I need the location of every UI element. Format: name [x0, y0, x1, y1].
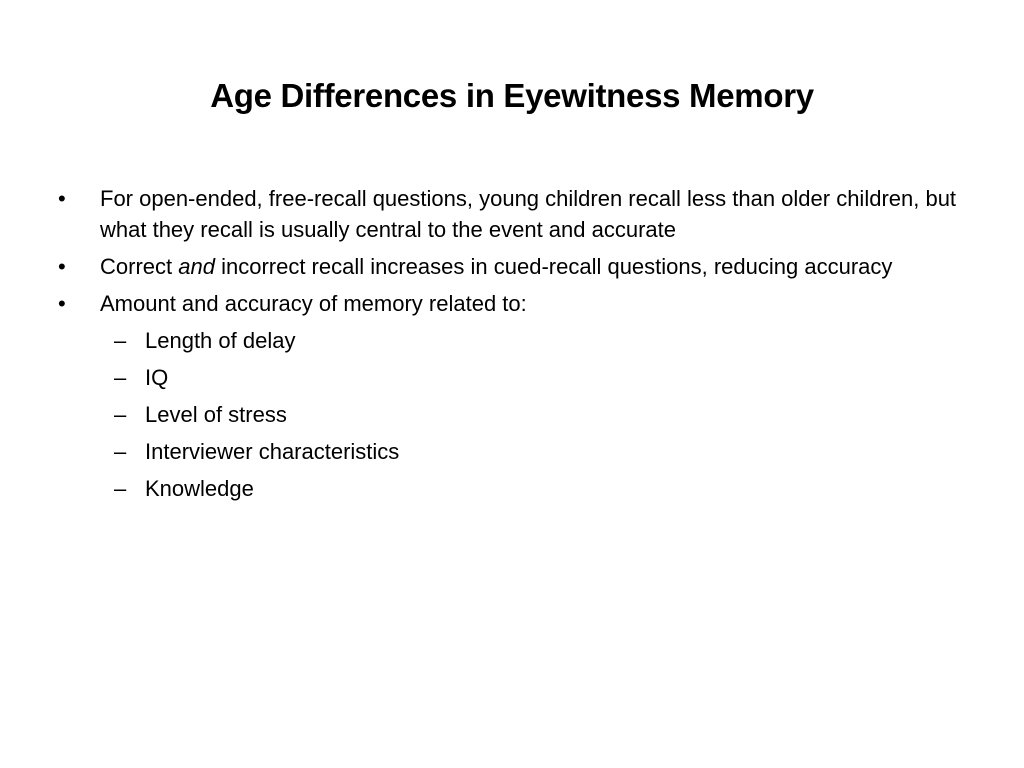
sub-bullet-item [58, 362, 958, 393]
bullet-text: Amount and accuracy of memory related to: [100, 291, 527, 316]
bullet-text-emphasis: and [178, 254, 215, 279]
bullet-text-after: incorrect recall increases in cued-recall questions, reducing accuracy [214, 254, 893, 279]
sub-bullet-text: Interviewer characteristics [145, 439, 400, 464]
sub-bullet-text: Length of delay [145, 328, 296, 353]
sub-bullet-item [58, 473, 958, 504]
sub-bullet-text: IQ [145, 365, 169, 390]
bullet-list [58, 183, 958, 510]
sub-bullet-marker: – [114, 365, 127, 390]
sub-bullet-text: Level of stress [145, 402, 287, 427]
bullet-item [58, 288, 958, 319]
bullet-text: For open-ended, free-recall questions, young children recall less than older children, but what they recall is usually central to the event and accurate [100, 186, 957, 242]
sub-bullet-marker: – [114, 328, 127, 353]
sub-bullet-marker: – [114, 439, 127, 464]
sub-bullet-item [58, 436, 958, 467]
bullet-text-before: Correct [100, 254, 179, 279]
sub-bullet-item [58, 399, 958, 430]
bullet-marker: • [58, 254, 66, 279]
sub-bullet-marker: – [114, 402, 127, 427]
bullet-marker: • [58, 186, 66, 211]
bullet-text [100, 254, 892, 279]
sub-bullet-marker: – [114, 476, 127, 501]
sub-bullet-list [58, 325, 958, 504]
bullet-item [58, 183, 958, 245]
sub-bullet-item [58, 325, 958, 356]
bullet-item [58, 251, 958, 282]
slide-title: Age Differences in Eyewitness Memory [210, 77, 814, 114]
bullet-marker: • [58, 291, 66, 316]
sub-bullet-text: Knowledge [145, 476, 254, 501]
